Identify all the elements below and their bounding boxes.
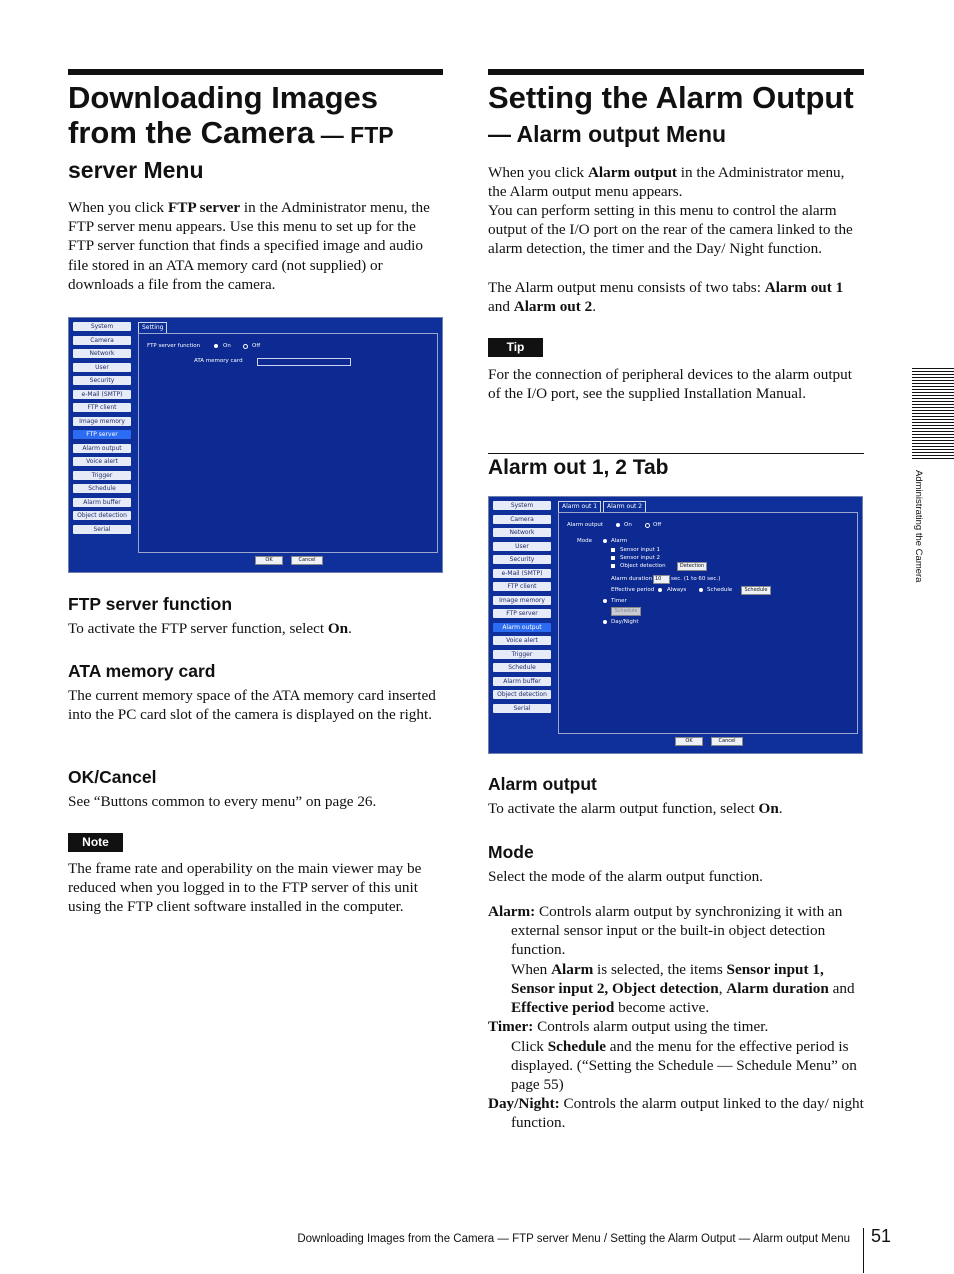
- ss1-off-radio: [243, 344, 248, 349]
- nav-item: Alarm buffer: [73, 498, 131, 507]
- alarm-out-tab-heading: Alarm out 1, 2 Tab: [488, 456, 669, 479]
- nav-item: Image memory: [493, 596, 551, 605]
- ss2-mode-label: Mode: [577, 538, 592, 544]
- nav-item: Image memory: [73, 417, 131, 426]
- ss1-ata-field: [257, 358, 351, 366]
- ss1-on-label: On: [223, 343, 231, 349]
- side-label-text: Administrating the Camera: [913, 470, 924, 583]
- text-run: in the Administrator menu, the Alarm output menu appears.: [488, 164, 845, 201]
- bold-text: Sensor input 1, Sensor input 2, Object detection: [511, 961, 824, 998]
- text-run: become active.: [614, 999, 710, 1017]
- nav-item: Camera: [73, 336, 131, 345]
- bold-text: Alarm duration: [726, 980, 829, 998]
- bold-text: Day/Night:: [488, 1095, 560, 1112]
- section-index-tab: [912, 368, 954, 460]
- right-intro-2: You can perform setting in this menu to control the alarm output of the I/O port on the rear of the camera linked to the alarm detection, the timer and the Day/ Night function.: [488, 202, 853, 258]
- ss2-ok-button: OK: [675, 737, 703, 746]
- footer-divider: [863, 1228, 864, 1273]
- ss1-cancel-button: Cancel: [291, 556, 323, 565]
- left-title-line1: Downloading Images: [68, 80, 379, 115]
- right-title: [488, 80, 868, 153]
- ss2-alarm-radio: [603, 539, 607, 543]
- ok-cancel-text: See “Buttons common to every menu” on page 26.: [68, 793, 377, 810]
- left-intro: [68, 198, 443, 294]
- nav-item: FTP client: [73, 403, 131, 412]
- nav-item: Voice alert: [73, 457, 131, 466]
- alarm-output-screenshot: [488, 496, 863, 754]
- nav-item: Serial: [73, 525, 131, 534]
- ss1-off-label: Off: [252, 343, 261, 349]
- left-title-rule: [68, 69, 443, 75]
- nav-item: Schedule: [493, 663, 551, 672]
- ss2-daynight-radio: [603, 620, 607, 624]
- text-run: When: [511, 961, 552, 978]
- nav-item: Object detection: [73, 511, 131, 520]
- bold-text: Alarm:: [488, 903, 536, 920]
- ss2-objdet-check: [611, 564, 615, 568]
- bold-text: Timer:: [488, 1018, 534, 1035]
- bold-text: Alarm output: [587, 164, 677, 181]
- page-number: 51: [871, 1226, 892, 1246]
- mode-heading: Mode: [488, 842, 534, 862]
- nav-item: Alarm buffer: [493, 677, 551, 686]
- text-run: The Alarm output menu consists of two tabs:: [488, 279, 765, 296]
- text-run: ,: [718, 980, 727, 998]
- nav-item: System: [73, 322, 131, 331]
- timer-definition: [488, 1017, 864, 1036]
- ss2-sensor1-label: Sensor input 1: [620, 547, 660, 553]
- ss2-on-label: On: [624, 522, 632, 528]
- nav-item: FTP server: [73, 430, 131, 439]
- ss2-schedule-radio: [699, 588, 703, 592]
- ss2-objdet-label: Object detection: [620, 563, 666, 569]
- text-run: .: [778, 800, 783, 817]
- ss2-alarm-label: Alarm: [611, 538, 628, 544]
- nav-item: User: [493, 542, 551, 551]
- alarm-definition: [488, 902, 864, 960]
- text-run: Controls the alarm output linked to the day/ night function.: [511, 1095, 864, 1132]
- ss1-ftp-label: FTP server function: [147, 343, 201, 349]
- text-run: in the Administrator menu, the FTP server menu appears. Use this menu to set up for the FTP server function that finds a specified image and audio file stored in an ATA memory card (not supplied) or downloads a file from the camera.: [68, 199, 430, 293]
- text-run: When you click: [488, 164, 588, 181]
- bold-text: Alarm out 1: [764, 279, 844, 296]
- ata-heading: ATA memory card: [68, 661, 216, 681]
- ss2-on-radio: [616, 523, 620, 527]
- ss2-always-label: Always: [667, 587, 687, 593]
- bold-text: On: [327, 620, 349, 637]
- nav-item: FTP client: [493, 582, 551, 591]
- alarm-output-heading: Alarm output: [488, 774, 597, 794]
- ss2-duration-label: Alarm duration: [611, 576, 653, 582]
- ss2-cancel-button: Cancel: [711, 737, 743, 746]
- bold-text: On: [758, 800, 779, 817]
- alarm-definition-detail: [511, 960, 864, 1018]
- right-intro-1: [488, 163, 864, 201]
- text-run: To activate the alarm output function, select: [488, 800, 759, 817]
- ftp-server-screenshot: [68, 317, 443, 573]
- left-title: [68, 80, 448, 188]
- left-title-line3: server Menu: [68, 157, 204, 183]
- bold-text: Alarm: [551, 961, 594, 978]
- daynight-definition: [488, 1094, 864, 1132]
- ss2-duration-unit: sec. (1 to 60 sec.): [671, 576, 721, 582]
- ss2-timer-radio: [603, 599, 607, 603]
- right-title-line1: Setting the Alarm Output: [488, 80, 854, 115]
- nav-item: Camera: [493, 515, 551, 524]
- ss1-ok-button: OK: [255, 556, 283, 565]
- nav-item: FTP server: [493, 609, 551, 618]
- ss2-duration-value: 10: [653, 575, 670, 584]
- tip-text: For the connection of peripheral devices to the alarm output of the I/O port, see the supplied Installation Manual.: [488, 366, 852, 403]
- ss2-timer-schedule-button: Schedule: [611, 607, 641, 616]
- ss2-always-radio: [658, 588, 662, 592]
- ss2-off-radio: [645, 523, 650, 528]
- tab-heading-rule: [488, 453, 864, 454]
- ss2-schedule-button: Schedule: [741, 586, 771, 595]
- bold-text: Effective period: [511, 999, 615, 1017]
- text-run: Click: [511, 1038, 548, 1055]
- left-title-line2a: from the Camera: [68, 115, 315, 150]
- tip-label: Tip: [488, 338, 543, 357]
- text-run: is selected, the items: [593, 961, 727, 978]
- text-run: and: [488, 298, 514, 316]
- ss2-ao-label: Alarm output: [567, 522, 604, 528]
- text-run: .: [592, 298, 596, 316]
- nav-item: Voice alert: [493, 636, 551, 645]
- nav-item: System: [493, 501, 551, 510]
- nav-item: Trigger: [73, 471, 131, 480]
- text-run: Controls alarm output using the timer.: [533, 1018, 769, 1035]
- ss1-ata-label: ATA memory card: [194, 358, 243, 364]
- bold-text: FTP server: [167, 199, 241, 216]
- ss2-sensor2-label: Sensor input 2: [620, 555, 660, 561]
- ss2-sensor1-check: [611, 548, 615, 552]
- ok-cancel-heading: OK/Cancel: [68, 767, 157, 787]
- right-title-rule: [488, 69, 864, 75]
- bold-text: Alarm out 2: [513, 298, 593, 316]
- ss2-off-label: Off: [653, 522, 662, 528]
- note-label: Note: [68, 833, 123, 852]
- nav-item: Alarm output: [493, 623, 551, 632]
- ss2-daynight-label: Day/Night: [611, 619, 639, 625]
- ss2-panel: [558, 512, 858, 734]
- ss2-tab-alarm-out-1: Alarm out 1: [558, 501, 601, 513]
- text-run: When you click: [68, 199, 168, 216]
- nav-item: Security: [493, 555, 551, 564]
- ss2-timer-label: Timer: [611, 598, 627, 604]
- ata-text: The current memory space of the ATA memory card inserted into the PC card slot of the camera is displayed on the right.: [68, 687, 436, 724]
- ftp-server-function-text: [68, 619, 443, 638]
- right-title-line2: — Alarm output Menu: [488, 121, 727, 147]
- text-run: and the menu for the effective period is displayed. (“Setting the Schedule — Schedule Menu” on page 55): [511, 1038, 857, 1094]
- nav-item: e-Mail (SMTP): [73, 390, 131, 399]
- ss2-sensor2-check: [611, 556, 615, 560]
- nav-item: Object detection: [493, 690, 551, 699]
- ss2-detection-button: Detection: [677, 562, 707, 571]
- nav-item: Network: [73, 349, 131, 358]
- text-run: and: [828, 980, 855, 998]
- right-intro-3: [488, 278, 864, 316]
- left-title-line2b: — FTP: [314, 122, 394, 148]
- running-footer: Downloading Images from the Camera — FTP server Menu / Setting the Alarm Output — Alarm output Menu: [297, 1233, 850, 1245]
- ss2-schedule-label: Schedule: [707, 587, 733, 593]
- ss2-eff-label: Effective period: [611, 587, 655, 593]
- nav-item: Trigger: [493, 650, 551, 659]
- bold-text: Schedule: [547, 1038, 606, 1055]
- alarm-output-text: [488, 799, 864, 818]
- nav-item: Serial: [493, 704, 551, 713]
- nav-item: e-Mail (SMTP): [493, 569, 551, 578]
- nav-item: User: [73, 363, 131, 372]
- text-run: .: [348, 620, 352, 637]
- text-run: To activate the FTP server function, select: [68, 620, 328, 637]
- ss2-tab-alarm-out-2: Alarm out 2: [603, 501, 646, 513]
- ss1-on-radio: [214, 344, 218, 348]
- nav-item: Alarm output: [73, 444, 131, 453]
- nav-item: Security: [73, 376, 131, 385]
- mode-text: Select the mode of the alarm output function.: [488, 868, 763, 885]
- timer-definition-detail: [511, 1037, 864, 1095]
- note-text: The frame rate and operability on the main viewer may be reduced when you logged in to the FTP server of this unit using the FTP client software installed in the computer.: [68, 860, 422, 916]
- side-label: [912, 470, 926, 620]
- text-run: Controls alarm output by synchronizing it with an external sensor input or the built-in object detection function.: [511, 903, 843, 959]
- ss1-tab-setting: Setting: [138, 322, 167, 334]
- left-title-line2: [68, 115, 448, 153]
- ftp-server-function-heading: FTP server function: [68, 594, 233, 614]
- nav-item: Schedule: [73, 484, 131, 493]
- nav-item: Network: [493, 528, 551, 537]
- ss1-panel: [138, 333, 438, 553]
